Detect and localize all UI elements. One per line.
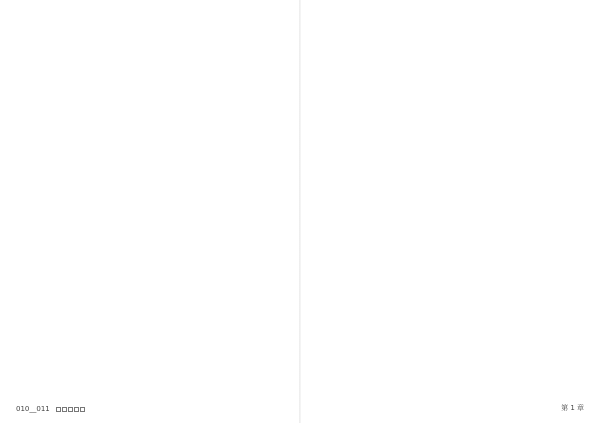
left-page-numbers: 010__011 — [16, 405, 50, 413]
left-page-footer — [16, 405, 85, 413]
decorative-squares — [56, 407, 85, 412]
page-gutter — [299, 0, 301, 423]
right-page-chapter: 第 1 章 — [561, 404, 584, 412]
right-page-footer — [561, 403, 584, 413]
